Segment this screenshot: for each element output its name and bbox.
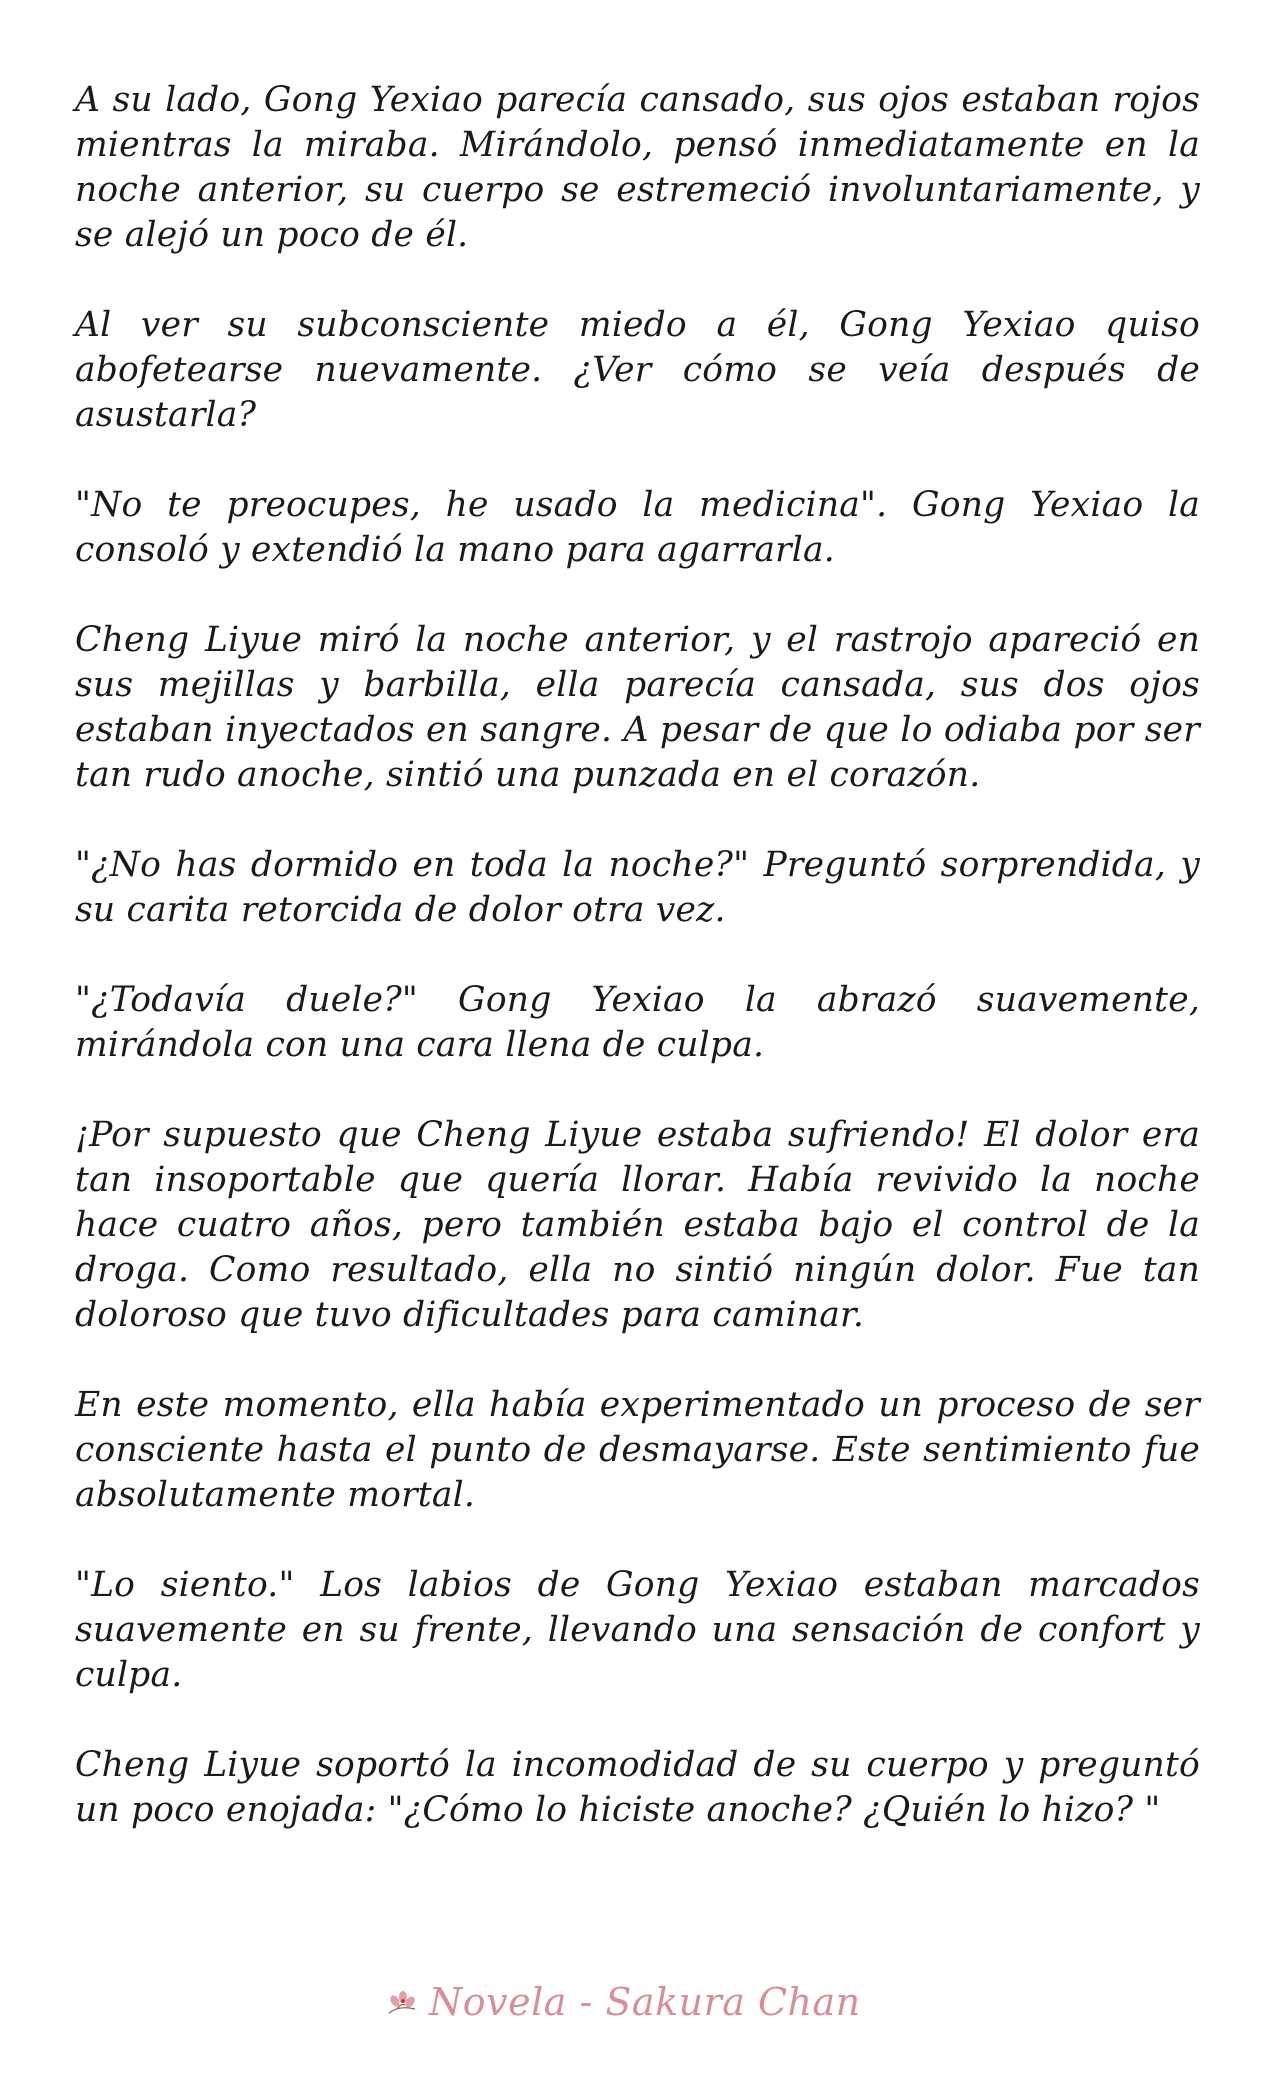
paragraph-3: "No te preocupes, he usado la medicina". Gong Yexiao la consoló y extendió la mano para agarrarla.	[75, 485, 1200, 570]
paragraph-5: "¿No has dormido en toda la noche?" Preguntó sorprendida, y su carita retorcida de dolor otra vez.	[75, 845, 1200, 930]
paragraph-2: Al ver su subconsciente miedo a él, Gong Yexiao quiso abofetearse nuevamente. ¿Ver cómo se veía después de asustarla?	[75, 305, 1200, 435]
paragraph-4: Cheng Liyue miró la noche anterior, y el rastrojo apareció en sus mejillas y barbilla, ella parecía cansada, sus dos ojos estaban inyectados en sangre. A pesar de que lo odiaba por ser tan rudo anoche, sintió una punzada en el corazón.	[75, 620, 1200, 795]
paragraph-8: En este momento, ella había experimentado un proceso de ser consciente hasta el punto de desmayarse. Este sentimiento fue absolutamente mortal.	[75, 1385, 1200, 1515]
paragraph-6: "¿Todavía duele?" Gong Yexiao la abrazó suavemente, mirándola con una cara llena de culpa.	[75, 980, 1200, 1065]
watermark	[385, 1978, 861, 2026]
watermark-text: Novela - Sakura Chan	[429, 1980, 861, 2024]
paragraph-10: Cheng Liyue soportó la incomodidad de su cuerpo y preguntó un poco enojada: "¿Cómo lo hiciste anoche? ¿Quién lo hizo? "	[75, 1745, 1200, 1830]
sakura-flower-icon	[385, 1987, 421, 2017]
paragraph-1: A su lado, Gong Yexiao parecía cansado, sus ojos estaban rojos mientras la miraba. Mirándolo, pensó inmediatamente en la noche anterior, su cuerpo se estremeció involuntariamente, y se alejó un poco de él.	[75, 80, 1200, 255]
paragraph-9: "Lo siento." Los labios de Gong Yexiao estaban marcados suavemente en su frente, llevando una sensación de confort y culpa.	[75, 1565, 1200, 1695]
paragraph-7: ¡Por supuesto que Cheng Liyue estaba sufriendo! El dolor era tan insoportable que quería llorar. Había revivido la noche hace cuatro años, pero también estaba bajo el control de la droga. Como resultado, ella no sintió ningún dolor. Fue tan doloroso que tuvo dificultades para caminar.	[75, 1115, 1200, 1335]
document-body	[75, 78, 1200, 1833]
